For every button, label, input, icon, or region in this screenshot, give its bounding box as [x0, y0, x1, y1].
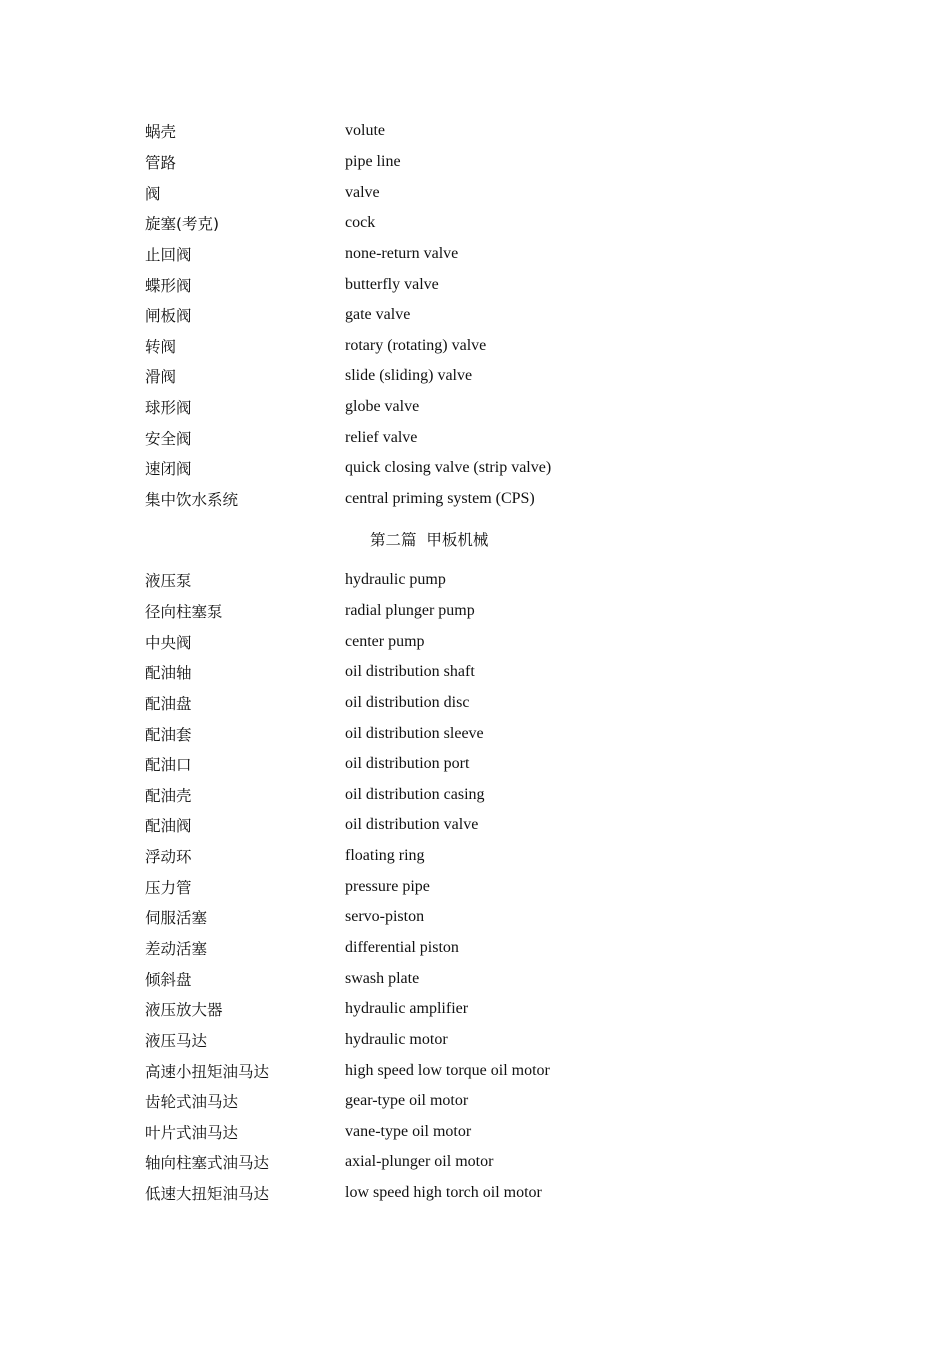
glossary-section-1 — [145, 116, 665, 514]
term-chinese: 集中饮水系统 — [145, 491, 239, 509]
glossary-row — [145, 810, 665, 841]
term-english: pipe line — [345, 152, 401, 170]
term-english: relief valve — [345, 428, 418, 446]
term-english: cock — [345, 214, 376, 232]
term-chinese: 蝶形阀 — [145, 276, 192, 295]
glossary-row — [145, 208, 665, 239]
glossary-row — [145, 657, 665, 688]
term-english: differential piston — [345, 939, 459, 956]
term-english: high speed low torque oil motor — [345, 1061, 550, 1079]
glossary-row — [145, 453, 665, 484]
glossary-row — [145, 994, 665, 1025]
term-english: oil distribution disc — [345, 693, 470, 711]
term-english: hydraulic amplifier — [345, 1000, 469, 1018]
term-english: quick closing valve (strip valve) — [345, 459, 552, 477]
term-chinese: 伺服活塞 — [145, 909, 208, 928]
term-chinese: 液压放大器 — [145, 1001, 223, 1020]
glossary-row — [145, 1147, 665, 1178]
glossary-row — [145, 749, 665, 780]
term-english: gear-type oil motor — [345, 1092, 469, 1110]
term-english: vane-type oil motor — [345, 1122, 472, 1140]
term-english: swash plate — [345, 969, 420, 987]
term-chinese: 滑阀 — [145, 368, 177, 387]
term-chinese: 配油阀 — [145, 817, 192, 836]
term-english: gate valve — [345, 306, 411, 324]
term-chinese: 配油轴 — [145, 664, 192, 683]
glossary-row — [145, 484, 665, 515]
term-english: servo-piston — [345, 908, 425, 926]
term-english: oil distribution port — [345, 755, 470, 773]
glossary-row — [145, 596, 665, 627]
term-chinese: 转阀 — [145, 337, 177, 356]
glossary-row — [145, 177, 665, 208]
term-chinese: 叶片式油马达 — [145, 1123, 239, 1142]
term-english: oil distribution sleeve — [345, 724, 484, 742]
glossary-row — [145, 1025, 665, 1056]
glossary-row — [145, 116, 665, 147]
glossary-row — [145, 688, 665, 719]
glossary-section-2 — [145, 565, 665, 1208]
term-english: central priming system (CPS) — [345, 490, 535, 507]
term-chinese: 配油套 — [145, 725, 192, 744]
term-chinese: 配油盘 — [145, 694, 192, 713]
term-chinese: 液压泵 — [145, 572, 192, 591]
term-english: none-return valve — [345, 244, 459, 262]
term-english: oil distribution shaft — [345, 663, 475, 681]
term-chinese: 倾斜盘 — [145, 970, 192, 989]
glossary-row — [145, 933, 665, 964]
term-english: oil distribution valve — [345, 816, 479, 834]
term-chinese: 高速小扭矩油马达 — [145, 1062, 270, 1081]
term-english: axial-plunger oil motor — [345, 1153, 494, 1171]
term-english: center pump — [345, 632, 425, 650]
glossary-row — [145, 565, 665, 596]
term-chinese: 配油壳 — [145, 786, 192, 805]
term-chinese: 速闭阀 — [145, 460, 192, 479]
glossary-row — [145, 626, 665, 657]
glossary-row — [145, 361, 665, 392]
term-english: hydraulic pump — [345, 571, 446, 589]
glossary-row — [145, 718, 665, 749]
term-chinese: 闸板阀 — [145, 307, 192, 326]
term-english: valve — [345, 183, 380, 201]
term-chinese: 压力管 — [145, 878, 192, 897]
term-chinese: 安全阀 — [145, 429, 192, 448]
term-chinese: 蜗壳 — [145, 123, 177, 142]
term-chinese: 旋塞(考克) — [145, 215, 220, 234]
term-chinese: 阀 — [145, 184, 161, 203]
term-english: hydraulic motor — [345, 1030, 448, 1048]
term-english: oil distribution casing — [345, 785, 485, 803]
glossary-row — [145, 1055, 665, 1086]
glossary-row — [145, 300, 665, 331]
glossary-row — [145, 1117, 665, 1148]
term-english: low speed high torch oil motor — [345, 1184, 542, 1202]
glossary-row — [145, 841, 665, 872]
term-english: radial plunger pump — [345, 601, 475, 619]
term-english: floating ring — [345, 847, 425, 865]
term-english: slide (sliding) valve — [345, 367, 473, 385]
glossary-row — [145, 902, 665, 933]
glossary-row — [145, 1086, 665, 1117]
term-chinese: 止回阀 — [145, 245, 192, 264]
glossary-row — [145, 963, 665, 994]
glossary-row — [145, 422, 665, 453]
glossary-row — [145, 239, 665, 270]
term-english: volute — [345, 122, 385, 140]
term-chinese: 管路 — [145, 153, 177, 172]
glossary-row — [145, 330, 665, 361]
term-english: rotary (rotating) valve — [345, 336, 487, 354]
term-chinese: 配油口 — [145, 756, 192, 775]
glossary-row — [145, 779, 665, 810]
glossary-row — [145, 269, 665, 300]
glossary-row — [145, 392, 665, 423]
term-chinese: 差动活塞 — [145, 940, 208, 958]
term-english: pressure pipe — [345, 877, 430, 895]
section-heading: 第二篇 甲板机械 — [370, 531, 489, 549]
term-english: globe valve — [345, 398, 420, 416]
term-chinese: 浮动环 — [145, 848, 192, 867]
glossary-row — [145, 147, 665, 178]
glossary-row — [145, 1178, 665, 1209]
term-english: butterfly valve — [345, 275, 439, 293]
glossary-row — [145, 871, 665, 902]
term-chinese: 低速大扭矩油马达 — [145, 1185, 270, 1204]
term-chinese: 液压马达 — [145, 1031, 208, 1050]
term-chinese: 轴向柱塞式油马达 — [145, 1154, 270, 1173]
term-chinese: 球形阀 — [145, 399, 192, 418]
term-chinese: 中央阀 — [145, 633, 192, 652]
term-chinese: 径向柱塞泵 — [145, 602, 223, 621]
term-chinese: 齿轮式油马达 — [145, 1093, 239, 1112]
